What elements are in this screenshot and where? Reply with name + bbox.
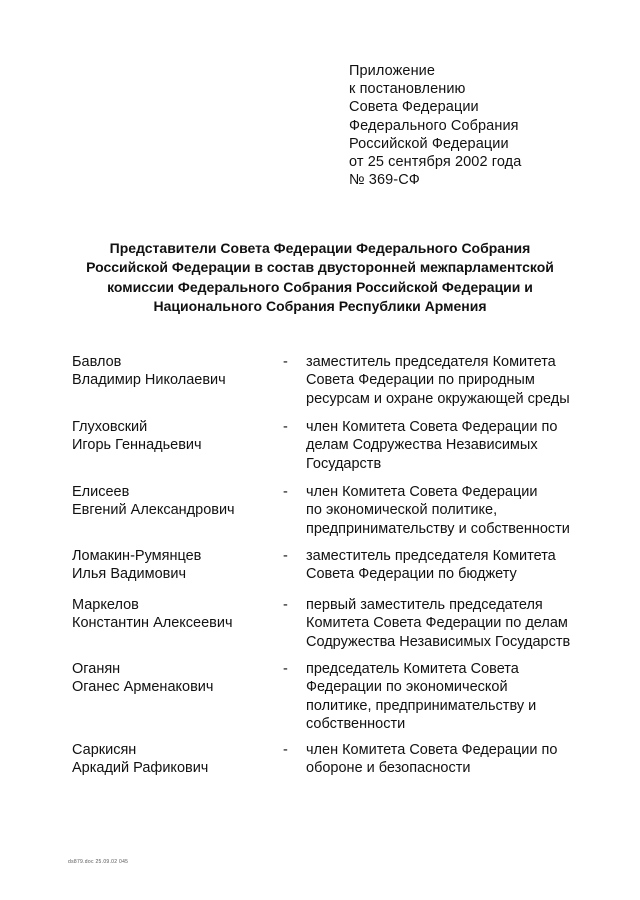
role-line: обороне и безопасности xyxy=(306,760,471,777)
role-line: Государств xyxy=(306,455,382,472)
dash-separator: - xyxy=(283,661,288,677)
role-line: предпринимательству и собственности xyxy=(306,520,570,537)
dash-separator: - xyxy=(283,419,288,435)
member-surname: Ломакин-Румянцев xyxy=(72,548,202,564)
role-line: по экономической политике, xyxy=(306,502,498,519)
member-role xyxy=(306,596,570,651)
member-given-name: Владимир Николаевич xyxy=(72,372,226,389)
role-line: политике, предпринимательству и xyxy=(306,697,537,714)
title-line: Национального Собрания Республики Армения xyxy=(153,297,487,314)
role-line: Содружества Независимых Государств xyxy=(306,633,571,650)
dash-separator: - xyxy=(283,484,288,500)
appendix-line: Российской Федерации xyxy=(349,135,509,152)
member-given-name: Игорь Геннадьевич xyxy=(72,437,202,454)
dash-separator: - xyxy=(283,548,288,564)
appendix-line: к постановлению xyxy=(349,81,466,98)
dash-separator: - xyxy=(283,742,288,758)
role-line: делам Содружества Независимых xyxy=(306,437,538,454)
appendix-line: Федерального Собрания xyxy=(349,117,519,134)
member-name xyxy=(72,596,233,633)
member-role xyxy=(306,418,557,473)
member-given-name: Константин Алексеевич xyxy=(72,615,233,632)
role-line: Совета Федерации по бюджету xyxy=(306,566,517,583)
appendix-line: Приложение xyxy=(349,63,436,79)
member-surname: Саркисян xyxy=(72,742,137,758)
member-role xyxy=(306,353,570,408)
role-line: собственности xyxy=(306,715,406,732)
member-surname: Глуховский xyxy=(72,419,148,435)
member-name xyxy=(72,353,226,390)
role-line: Комитета Совета Федерации по делам xyxy=(306,615,568,632)
role-line: заместитель председателя Комитета xyxy=(306,548,556,564)
role-line: Совета Федерации по природным xyxy=(306,372,535,389)
role-line: член Комитета Совета Федерации по xyxy=(306,419,558,435)
role-line: первый заместитель председателя xyxy=(306,597,543,613)
member-given-name: Аркадий Рафикович xyxy=(72,760,209,777)
file-footer: ds879.doc 25.09.02 045 xyxy=(68,859,129,865)
appendix-line: Совета Федерации xyxy=(349,99,479,116)
member-given-name: Евгений Александрович xyxy=(72,502,235,519)
dash-separator: - xyxy=(283,597,288,613)
appendix-line: от 25 сентября 2002 года xyxy=(349,154,522,171)
member-name xyxy=(72,547,201,584)
member-surname: Бавлов xyxy=(72,354,122,370)
appendix-line: № 369-СФ xyxy=(349,172,420,189)
role-line: ресурсам и охране окружающей среды xyxy=(306,390,570,407)
member-role xyxy=(306,741,557,778)
member-role xyxy=(306,660,536,733)
title-line: Российской Федерации в состав двусторонней межпарламентской xyxy=(86,259,554,276)
role-line: председатель Комитета Совета xyxy=(306,661,519,677)
title-line: комиссии Федерального Собрания Российской Федерации и xyxy=(107,278,533,295)
role-line: Федерации по экономической xyxy=(306,679,508,696)
title-line: Представители Совета Федерации Федерального Собрания xyxy=(109,240,531,256)
member-name xyxy=(72,418,202,455)
document-title xyxy=(60,239,580,316)
member-surname: Маркелов xyxy=(72,597,139,613)
member-name xyxy=(72,483,235,520)
member-name xyxy=(72,660,213,697)
dash-separator: - xyxy=(283,354,288,370)
member-given-name: Илья Вадимович xyxy=(72,566,187,583)
member-surname: Елисеев xyxy=(72,484,130,500)
role-line: член Комитета Совета Федерации xyxy=(306,484,538,500)
role-line: член Комитета Совета Федерации по xyxy=(306,742,558,758)
member-surname: Оганян xyxy=(72,661,121,677)
member-role xyxy=(306,547,556,584)
member-name xyxy=(72,741,208,778)
member-given-name: Оганес Арменакович xyxy=(72,679,214,696)
role-line: заместитель председателя Комитета xyxy=(306,354,556,370)
appendix-block xyxy=(349,62,521,189)
member-role xyxy=(306,483,570,538)
